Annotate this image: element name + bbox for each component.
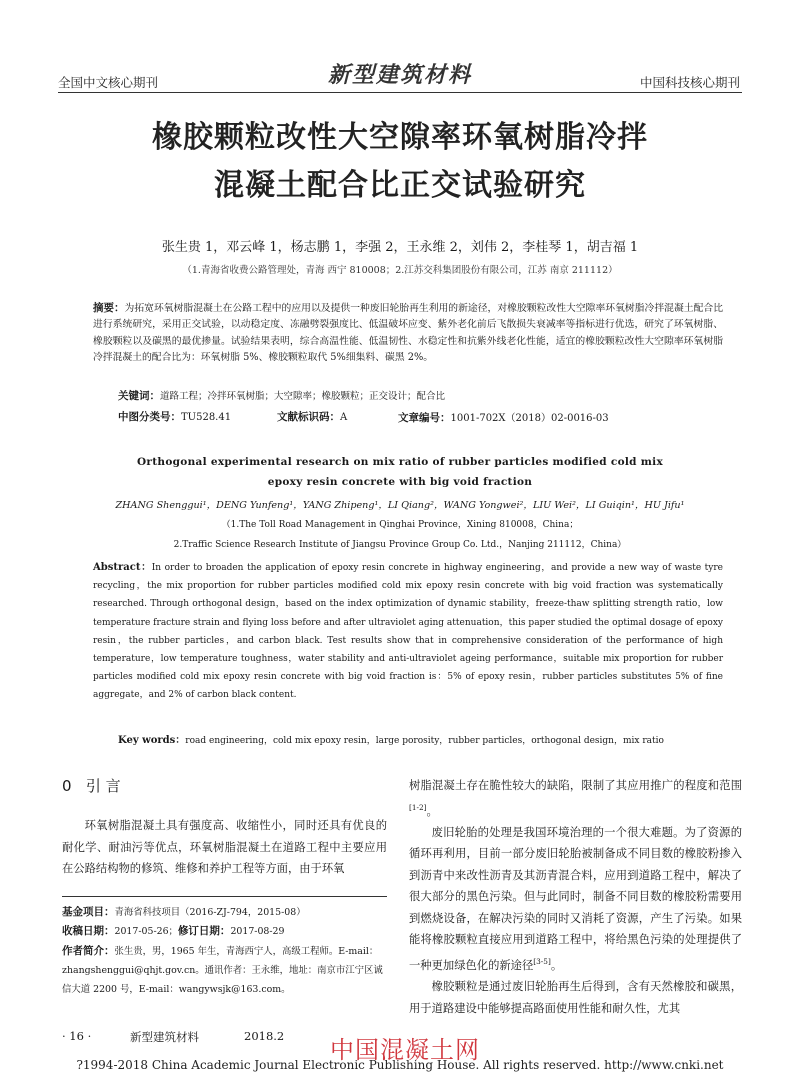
keywords-cn [118,388,445,403]
header-right-label: 中国科技核心期刊 [639,75,740,90]
header-left-label: 全国中文核心期刊 [58,75,159,90]
article-label: 文章编号： [398,412,451,424]
section-title: 引 言 [85,777,121,795]
right-column [409,775,742,1019]
section-number: 0 [62,777,72,795]
right-para2-end: 。 [550,958,563,972]
title-cn-line1: 橡胶颗粒改性大空隙率环氧树脂冷拌 [152,120,648,155]
footnote-author [62,942,387,1000]
author-text: 张生贵，男，1965 年生，青海西宁人，高级工程师。E-mail：zhangshenggui@qhjt.gov.cn。通讯作者：王永维，地址：南京市江宁区诚信大道 2200 号，E-mail：wangywsjk@163.com。 [62,945,383,996]
affiliation-en-line1: （1.The Toll Road Management in Qinghai Province，Xining 810008，China； [221,520,579,530]
keywords-en-label: Key words： [118,735,186,746]
citation-ref1: [1-2] [409,802,427,812]
footer-date: 2018.2 [244,1029,285,1043]
footnote-dates [62,922,387,941]
keywords-cn-label: 关键词： [118,390,160,402]
affiliation-en-line2: 2.Traffic Science Research Institute of Jiangsu Province Group Co. Ltd.，Nanjing 211112，China） [173,540,627,550]
title-cn-line2: 混凝土配合比正交试验研究 [214,168,586,203]
doc-value: A [340,412,348,423]
affiliation-cn: （1.青海省收费公路管理处，青海 西宁 810008；2.江苏交科集团股份有限公司，江苏 南京 211112） [182,265,618,276]
doc-label: 文献标识码： [277,411,340,423]
watermark: 中国混凝土网 [330,1036,480,1064]
right-col-para2 [409,822,742,976]
section-heading [62,775,121,796]
received-label: 收稿日期： [62,925,115,938]
footnote-block [62,903,387,999]
keywords-en-text: road engineering，cold mix epoxy resin，large porosity，rubber particles，orthogonal design，mix ratio [185,736,664,746]
revised-date: 2017-08-29 [230,926,285,938]
title-en-line1: Orthogonal experimental research on mix ratio of rubber particles modified cold mix [136,456,664,468]
right-para1-end: 。 [426,804,438,818]
fund-text: 青海省科技项目（2016-ZJ-794，2015-08） [114,907,306,918]
abstract-en [93,559,723,705]
copyright-line: ?1994-2018 China Academic Journal Electronic Publishing House. All rights reserved. http://www.cnki.net [76,1058,724,1072]
abstract-cn-label: 摘要： [93,302,125,314]
left-col-para1: 环氧树脂混凝土具有强度高、收缩性小，同时还具有优良的耐化学、耐油污等优点，环氧树脂混凝土在道路工程中主要应用在公路结构物的修筑、维修和养护工程等方面，由于环氧 [62,819,387,875]
footer-journal: 新型建筑材料 [130,1030,199,1044]
footnote-rule [62,896,387,897]
journal-logo: 新型建筑材料 [327,62,472,88]
clc-number [118,409,231,424]
title-en-line2: epoxy resin concrete with big void fraction [267,476,533,488]
abstract-en-label: Abstract： [93,562,152,573]
right-para1-text: 树脂混凝土存在脆性较大的缺陷，限制了其应用推广的程度和范围 [409,779,742,792]
article-value: 1001-702X（2018）02-0016-03 [450,413,609,424]
revised-label: 修订日期： [177,925,231,938]
received-date: 2017-05-26； [114,926,178,938]
clc-label: 中图分类号： [118,411,181,423]
authors-cn: 张生贵 1，邓云峰 1，杨志鹏 1，李强 2，王永维 2，刘伟 2，李桂琴 1，胡吉福 1 [161,240,639,255]
fund-label: 基金项目： [62,906,115,918]
abstract-cn [93,300,723,367]
keywords-cn-text: 道路工程；冷拌环氧树脂；大空隙率；橡胶颗粒；正交设计；配合比 [160,391,446,402]
authors-en: ZHANG Shenggui¹，DENG Yunfeng¹，YANG Zhipeng¹，LI Qiang²，WANG Yongwei²，LIU Wei²，LI Guiqin¹，HU Jifu¹ [115,500,685,511]
keywords-en [118,731,664,746]
right-col-para1 [409,775,742,822]
doc-code [277,409,347,424]
abstract-cn-text: 为拓宽环氧树脂混凝土在公路工程中的应用以及提供一种废旧轮胎再生利用的新途径，对橡胶颗粒改性大空隙率环氧树脂冷拌混凝土配合比进行系统研究，采用正交试验，以动稳定度、冻融劈裂强度比、低温破坏应变、紫外老化前后飞散损失衰减率等指标进行优选，研究了环氧树脂、橡胶颗粒以及碳黑的最优掺量。试验结果表明，综合高温性能、低温韧性、水稳定性和抗紫外线老化性能，适宜的橡胶颗粒改性大空隙率环氧树脂冷拌混凝土的配合比为：环氧树脂 5%、橡胶颗粒取代 5%细集料、碳黑 2%。 [93,303,724,364]
citation-ref2: [3-5] [533,956,551,966]
footnote-fund [62,903,387,922]
abstract-en-text: In order to broaden the application of epoxy resin concrete in highway engineering，and provide a new way of waste tyre recycling，the mix proportion for rubber particles modified cold mix epoxy resin concrete with big void fraction was systematically researched. Through orthogonal design，based on the index optimization of dynamic stability，freeze-thaw splitting strength ratio，low temperature fracture strain and flying loss before and after ultraviolet aging attenuation，this paper studied the optimal dosage of epoxy resin，the rubber particles，and carbon black. Test results show that in comprehensive consideration of the performance of high temperature，low temperature toughness，water stability and anti-ultraviolet ageing performance，suitable mix proportion for rubber particles modified cold mix epoxy resin concrete with big void fraction is：5% of epoxy resin，rubber particles substitutes 5% of fine aggregate，and 2% of carbon black content. [93,563,723,701]
clc-value: TU528.41 [181,412,232,423]
header-rule [58,92,742,93]
page-number: · 16 · [62,1029,92,1043]
article-number [398,409,609,425]
right-col-para3: 橡胶颗粒是通过废旧轮胎再生后得到，含有天然橡胶和碳黑，用于道路建设中能够提高路面使用性能和耐久性，尤其 [409,980,742,1015]
author-label: 作者简介： [62,944,115,957]
right-para2-text: 废旧轮胎的处理是我国环境治理的一个很大难题。为了资源的循环再利用，目前一部分废旧轮胎被制备成不同目数的橡胶粉掺入到沥青中来改性沥青及其沥青混合料，应用到道路工程中，解决了很大部分的黑色污染。但与此同时，制备不同目数的橡胶粉需要用到燃烧设备，在解决污染的同时又消耗了资源，产生了污染。如果能将橡胶颗粒直接应用到道路工程中，将给黑色污染的处理提供了一种更加绿色化的新途径 [409,825,742,972]
